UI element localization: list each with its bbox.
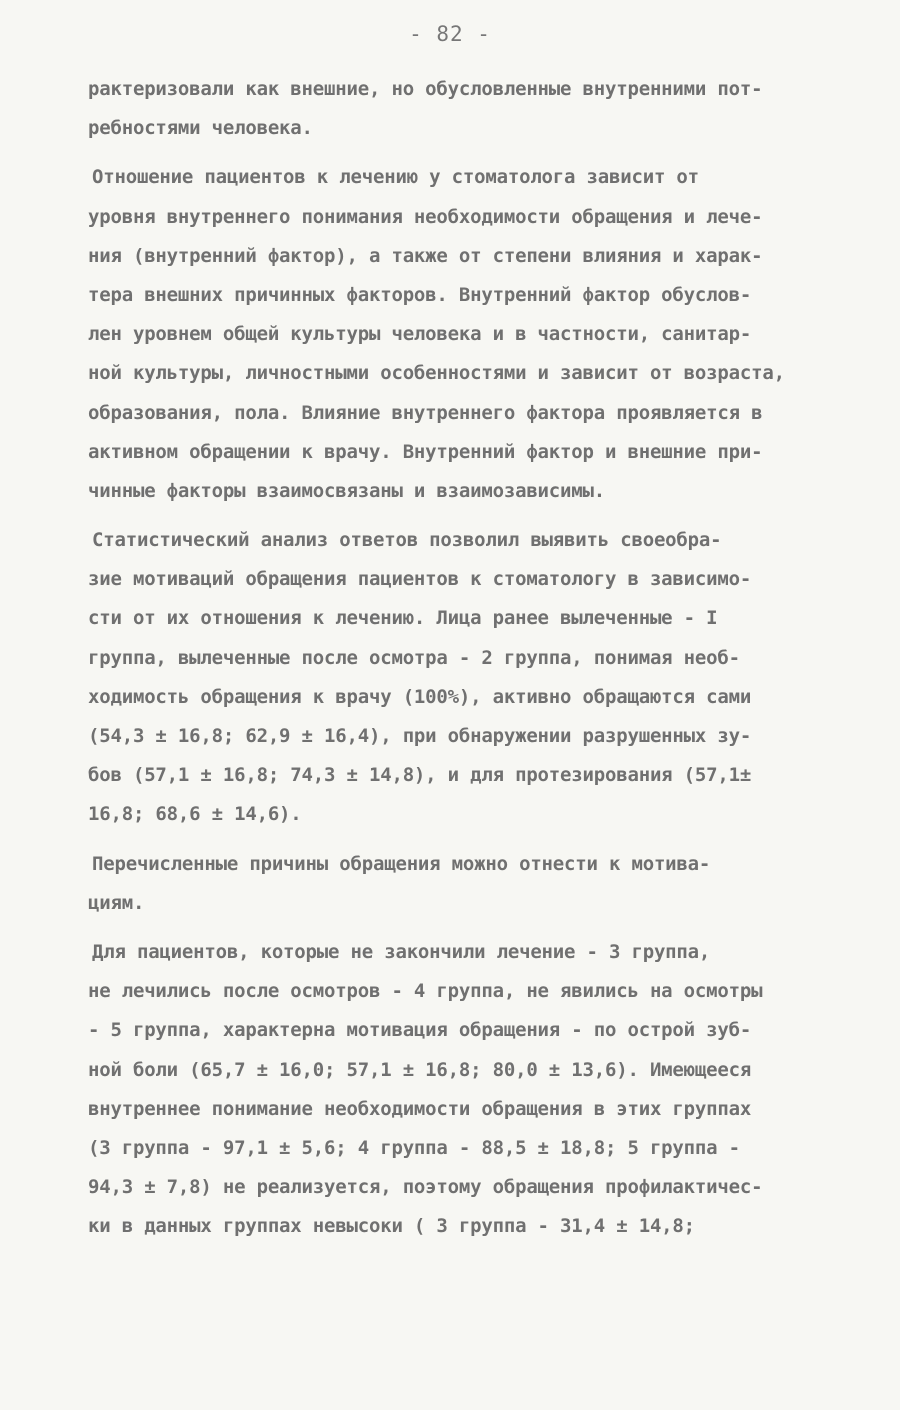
text-line: 16,8; 68,6 ± 14,6). bbox=[88, 803, 302, 826]
text-line: ки в данных группах невысоки ( 3 группа - 31,4 ± 14,8; bbox=[88, 1215, 695, 1238]
text-line: уровня внутреннего понимания необходимости обращения и лече- bbox=[88, 205, 763, 228]
text-line: ной культуры, личностными особенностями и зависит от возраста, bbox=[88, 362, 785, 385]
text-line: не лечились после осмотров - 4 группа, не явились на осмотры bbox=[88, 980, 763, 1003]
page-number: - 82 - bbox=[409, 22, 491, 46]
text-line: ной боли (65,7 ± 16,0; 57,1 ± 16,8; 80,0 ± 13,6). Имеющееся bbox=[88, 1058, 752, 1081]
text-line: 94,3 ± 7,8) не реализуется, поэтому обращения профилактичес- bbox=[88, 1176, 763, 1199]
text-line: чинные факторы взаимосвязаны и взаимозависимы. bbox=[88, 479, 605, 502]
text-line: ния (внутренний фактор), а также от степени влияния и харак- bbox=[88, 244, 763, 267]
text-line: Перечисленные причины обращения можно отнести к мотива- bbox=[92, 852, 711, 875]
text-line: сти от их отношения к лечению. Лица ранее вылеченные - I bbox=[88, 607, 718, 630]
text-line: бов (57,1 ± 16,8; 74,3 ± 14,8), и для протезирования (57,1± bbox=[88, 764, 752, 787]
text-line: активном обращении к врачу. Внутренний фактор и внешние при- bbox=[88, 440, 763, 463]
text-line: (3 группа - 97,1 ± 5,6; 4 группа - 88,5 ± 18,8; 5 группа - bbox=[88, 1136, 740, 1159]
text-line: рактеризовали как внешние, но обусловленные внутренними пот- bbox=[88, 78, 763, 100]
text-line: зие мотиваций обращения пациентов к стоматологу в зависимо- bbox=[88, 568, 752, 591]
text-line: тера внешних причинных факторов. Внутренний фактор обуслов- bbox=[88, 283, 752, 306]
body-text bbox=[88, 70, 823, 1246]
text-line: Статистический анализ ответов позволил выявить своеобра- bbox=[92, 529, 722, 552]
text-line: - 5 группа, характерна мотивация обращения - по острой зуб- bbox=[88, 1019, 752, 1042]
text-line: (54,3 ± 16,8; 62,9 ± 16,4), при обнаружении разрушенных зу- bbox=[88, 725, 752, 747]
text-line: Отношение пациентов к лечению у стоматолога зависит от bbox=[92, 166, 699, 189]
text-line: группа, вылеченные после осмотра - 2 группа, понимая необ- bbox=[88, 646, 740, 669]
text-line: ходимость обращения к врачу (100%), активно обращаются сами bbox=[88, 685, 752, 708]
text-line: циям. bbox=[88, 891, 145, 914]
text-line: Для пациентов, которые не закончили лечение - 3 группа, bbox=[92, 940, 711, 963]
text-line: ребностями человека. bbox=[88, 117, 313, 140]
text-line: лен уровнем общей культуры человека и в частности, санитар- bbox=[88, 323, 752, 346]
text-line: образования, пола. Влияние внутреннего фактора проявляется в bbox=[88, 401, 763, 424]
text-line: внутреннее понимание необходимости обращения в этих группах bbox=[88, 1097, 752, 1120]
